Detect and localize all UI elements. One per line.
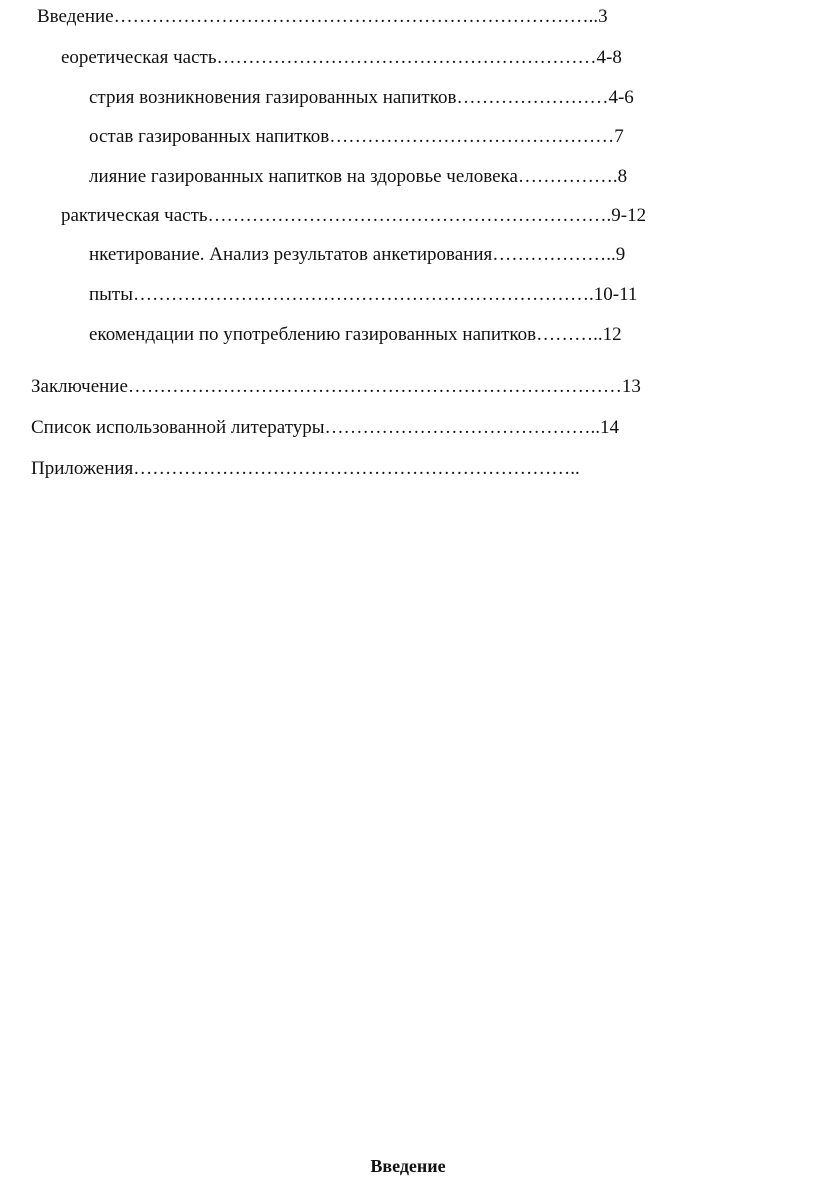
toc-entry-appendix: Приложения……………………………………………………………..: [31, 458, 580, 479]
toc-entry-history: стрия возникновения газированных напитков……………………4-6: [89, 87, 634, 108]
toc-entry-recommendations: екомендации по употреблению газированных напитков………..12: [89, 324, 622, 345]
toc-entry-references: Список использованной литературы……………………………………..14: [31, 417, 620, 438]
toc-entry-introduction: Введение…………………………………………………………………..3: [37, 6, 608, 27]
toc-entry-theoretical-part: еоретическая часть……………………………………………………4-8: [61, 47, 622, 68]
toc-entry-practical-part: рактическая часть……………………………………………………….9-12: [61, 205, 647, 226]
toc-entry-health-effects: лияние газированных напитков на здоровье человека…………….8: [89, 166, 628, 187]
toc-entry-composition: остав газированных напитков………………………………………7: [89, 126, 624, 147]
section-heading: Введение: [370, 1156, 446, 1176]
toc-entry-survey: нкетирование. Анализ результатов анкетирования………………..9: [89, 244, 626, 265]
toc-entry-experiments: пыты……………………………………………………………….10-11: [89, 284, 638, 305]
toc-entry-conclusion: Заключение……………………………………………………………………13: [31, 376, 641, 397]
